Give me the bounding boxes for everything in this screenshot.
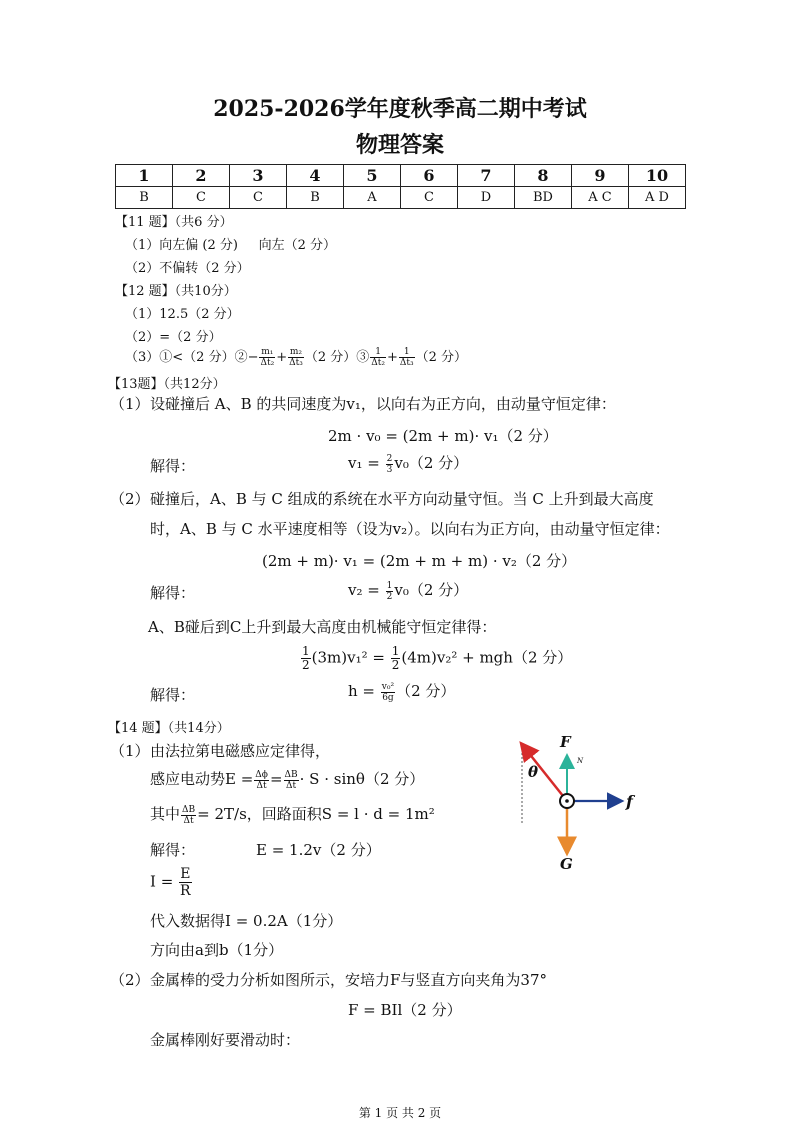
numerator: 2	[386, 453, 393, 464]
numerator: v₀²	[381, 681, 395, 692]
q13-solve-label-1: 解得：	[150, 457, 196, 475]
q13-solve-label-3: 解得：	[150, 686, 196, 704]
denominator: R	[180, 883, 191, 899]
q13-eq2	[348, 452, 468, 475]
fraction	[181, 805, 196, 826]
q13-eq1: 2m · v₀ = (2m + m)· v₁（2 分）	[328, 427, 558, 445]
numerator: 1	[399, 347, 415, 358]
fraction	[386, 454, 394, 475]
eq-left: v₁ =	[348, 454, 380, 472]
answer-cell: C	[173, 187, 230, 209]
question-number: 8	[515, 165, 572, 187]
where-suffix: = 2T/s，回路面积S = l · d = 1m²	[197, 805, 435, 823]
q13-part2-text2: 时，A、B 与 C 水平速度相等（设为v₂）。以向右为正方向，由动量守恒定律：	[150, 520, 670, 538]
label-F: F	[560, 733, 571, 751]
q14-part2-text: 金属棒的受力分析如图所示，安培力F与竖直方向夹角为37°	[150, 971, 547, 989]
fraction	[370, 347, 386, 368]
question-number: 6	[401, 165, 458, 187]
q14-eq-f: F = BIl（2 分）	[348, 1001, 462, 1019]
q11-heading: 【11 题】（共6 分）	[115, 215, 233, 230]
page-subtitle: 物理答案	[355, 132, 444, 158]
emf-suffix: · S · sinθ（2 分）	[299, 770, 425, 788]
q12-line3-mid: （2 分）③	[304, 350, 370, 365]
eq-left: h =	[348, 682, 375, 700]
answer-table	[115, 164, 686, 209]
question-number: 4	[287, 165, 344, 187]
eq-left: I =	[150, 872, 174, 891]
numerator: 1	[386, 580, 393, 591]
question-number: 2	[173, 165, 230, 187]
numerator: 1	[391, 644, 400, 658]
numerator: 1	[370, 347, 386, 358]
numerator: m₂	[289, 347, 303, 357]
q14-where	[150, 803, 435, 826]
answer-cell: A C	[572, 187, 629, 209]
question-number: 9	[572, 165, 629, 187]
denominator: Δt₃	[289, 358, 303, 368]
q13-eq6	[348, 680, 455, 703]
q13-eq3: (2m + m)· v₁ = (2m + m + m) · v₂（2 分）	[262, 552, 577, 570]
answer-table-answers-row	[116, 187, 686, 209]
q14-part1-text: 由法拉第电磁感应定律得，	[150, 742, 331, 760]
emf-prefix: 感应电动势E =	[150, 770, 254, 788]
answer-cell: C	[230, 187, 287, 209]
answer-cell: A D	[629, 187, 686, 209]
plus-sign: +	[276, 350, 288, 365]
fraction	[288, 347, 304, 368]
label-theta: θ	[528, 763, 539, 781]
numerator: m₁	[261, 347, 274, 357]
q14-eq-i-value: 代入数据得I = 0.2A（1分）	[150, 912, 343, 930]
numerator: ΔB	[182, 804, 196, 815]
q12-line3-prefix: （3）①<（2 分）②−	[125, 350, 259, 365]
q12-line3-suffix: （2 分）	[415, 350, 468, 365]
answer-cell: C	[401, 187, 458, 209]
q14-eq-e: E = 1.2v（2 分）	[256, 841, 381, 859]
denominator: 6g	[382, 692, 394, 703]
q14-last-line: 金属棒刚好要滑动时：	[150, 1031, 301, 1049]
fraction	[179, 866, 192, 899]
denominator: 2	[302, 658, 310, 672]
question-number: 1	[116, 165, 173, 187]
where-prefix: 其中	[150, 805, 181, 823]
answer-cell: B	[287, 187, 344, 209]
q14-heading: 【14 题】（共14分）	[108, 721, 230, 736]
fraction	[301, 645, 311, 672]
eq-part: (3m)v₁² =	[311, 648, 385, 667]
fraction	[381, 682, 395, 703]
denominator: Δt	[183, 815, 194, 826]
numerator: 1	[302, 644, 310, 658]
numerator: Δϕ	[255, 769, 268, 780]
answer-cell: B	[116, 187, 173, 209]
denominator: Δt₃	[399, 358, 414, 368]
q14-part1-label: （1）	[110, 742, 150, 760]
equals-sign: =	[269, 770, 283, 788]
rod-center-dot	[565, 799, 569, 803]
q12-line2: （2）=（2 分）	[125, 330, 222, 345]
q12-heading: 【12 题】（共10分）	[115, 284, 237, 299]
q14-eq-i	[150, 866, 193, 899]
eq-right: （2 分）	[396, 682, 456, 700]
q13-heading: 【13题】（共12分）	[108, 377, 226, 392]
question-number: 3	[230, 165, 287, 187]
denominator: Δt₂	[371, 358, 385, 368]
q12-line3	[125, 346, 467, 368]
fraction	[399, 347, 415, 368]
fraction	[386, 581, 394, 602]
q13-eq4	[348, 579, 468, 602]
denominator: 2	[391, 658, 400, 672]
label-f: f	[626, 792, 633, 811]
q13-eq5	[300, 645, 572, 672]
denominator: Δt	[286, 780, 297, 791]
q14-emf	[150, 768, 424, 791]
fraction	[259, 347, 275, 368]
eq-left: v₂ =	[348, 581, 380, 599]
q13-part1-text: 设碰撞后 A、B 的共同速度为v₁，以向右为正方向，由动量守恒定律：	[150, 395, 616, 413]
fraction	[284, 770, 299, 791]
fraction	[254, 770, 269, 791]
numerator: ΔB	[284, 769, 298, 780]
force-diagram	[510, 725, 660, 880]
q13-part1-label: （1）	[110, 395, 150, 413]
q14-solve-label: 解得：	[150, 841, 196, 859]
plus-sign: +	[386, 350, 398, 365]
numerator: E	[180, 866, 191, 882]
page-title: 2025-2026学年度秋季高二期中考试	[213, 96, 587, 122]
question-number: 10	[629, 165, 686, 187]
q11-line2: （2）不偏转（2 分）	[125, 261, 250, 276]
q12-line1: （1）12.5（2 分）	[125, 307, 240, 322]
denominator: Δt	[256, 780, 267, 791]
label-N: N	[577, 757, 584, 765]
q13-part2-label: （2）	[110, 490, 150, 508]
question-number: 5	[344, 165, 401, 187]
denominator: 2	[386, 591, 393, 602]
answer-cell: BD	[515, 187, 572, 209]
q13-solve-label-2: 解得：	[150, 584, 196, 602]
page-footer: 第 1 页 共 2 页	[358, 1106, 442, 1120]
eq-right: v₀（2 分）	[394, 581, 469, 599]
q13-energy-text: A、B碰后到C上升到最大高度由机械能守恒定律得：	[148, 618, 497, 636]
q11-line1: （1）向左偏 (2 分) 向左（2 分）	[125, 238, 337, 253]
question-number: 7	[458, 165, 515, 187]
answer-cell: A	[344, 187, 401, 209]
eq-right: v₀（2 分）	[394, 454, 469, 472]
q13-part2-text1: 碰撞后，A、B 与 C 组成的系统在水平方向动量守恒。当 C 上升到最大高度	[150, 490, 654, 508]
denominator: Δt₂	[260, 358, 275, 368]
denominator: 3	[386, 464, 393, 475]
q14-direction: 方向由a到b（1分）	[150, 941, 284, 959]
fraction	[391, 645, 401, 672]
answer-cell: D	[458, 187, 515, 209]
q14-part2-label: （2）	[110, 971, 150, 989]
eq-part: (4m)v₂² + mgh（2 分）	[401, 648, 573, 667]
label-G: G	[560, 855, 573, 873]
answer-table-numbers-row	[116, 165, 686, 187]
